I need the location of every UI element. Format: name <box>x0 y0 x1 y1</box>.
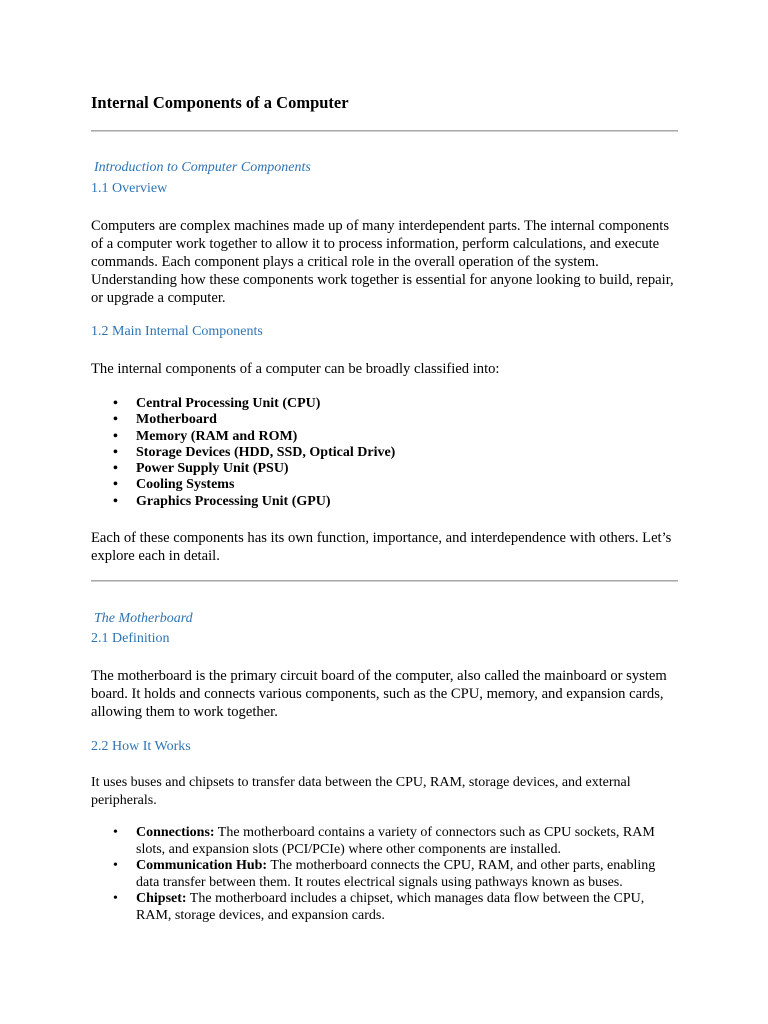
list-item: • Motherboard <box>113 412 217 428</box>
point-term: Chipset: <box>136 891 187 906</box>
paragraph-definition: The motherboard is the primary circuit board of the computer, also called the mainboard or system board. It holds and connects various components, such as the CPU, memory, and expansion cards, allowing them to work together. <box>91 668 667 720</box>
bullet-icon: • <box>113 858 118 873</box>
list-item <box>91 858 679 891</box>
section-label-introduction: Introduction to Computer Components <box>94 160 311 175</box>
point-text: The motherboard includes a chipset, which manages data flow between the CPU, RAM, storage devices, and expansion cards. <box>136 891 645 923</box>
bullet-icon: • <box>113 444 118 460</box>
horizontal-rule <box>91 130 678 132</box>
list-item: • Power Supply Unit (PSU) <box>113 461 289 477</box>
list-item: • Storage Devices (HDD, SSD, Optical Drive) <box>113 444 396 460</box>
bullet-icon: • <box>113 825 118 840</box>
list-item <box>91 825 679 858</box>
paragraph-how-it-works: It uses buses and chipsets to transfer data between the CPU, RAM, storage devices, and external peripherals. <box>91 775 631 808</box>
bullet-icon: • <box>113 891 118 906</box>
bullet-icon: • <box>113 493 118 509</box>
bullet-icon: • <box>113 477 118 493</box>
bullet-icon: • <box>113 412 118 428</box>
component-list <box>91 396 679 510</box>
bullet-icon: • <box>113 428 118 444</box>
heading-how-it-works: 2.2 How It Works <box>91 739 191 754</box>
point-text: The motherboard contains a variety of connectors such as CPU sockets, RAM slots, and expansion slots (PCI/PCIe) where other components are installed. <box>136 825 655 857</box>
bullet-icon: • <box>113 396 118 411</box>
point-term: Communication Hub: <box>136 858 268 873</box>
list-item <box>91 891 679 924</box>
document-title: Internal Components of a Computer <box>91 93 349 112</box>
point-text: The motherboard connects the CPU, RAM, and other parts, enabling data transfer between them. It routes electrical signals using pathways known as buses. <box>136 858 656 890</box>
horizontal-rule <box>91 580 678 582</box>
list-item: • Memory (RAM and ROM) <box>113 428 298 444</box>
bullet-icon: • <box>113 461 118 477</box>
list-item: • Central Processing Unit (CPU) <box>113 396 321 411</box>
heading-main-components: 1.2 Main Internal Components <box>91 324 263 339</box>
heading-overview: 1.1 Overview <box>91 181 168 196</box>
list-item: • Cooling Systems <box>113 477 235 493</box>
section-label-motherboard: The Motherboard <box>94 611 193 626</box>
list-item: • Graphics Processing Unit (GPU) <box>113 493 331 509</box>
paragraph-explore: Each of these components has its own function, importance, and interdependence with others. Let’s explore each in detail. <box>91 530 672 564</box>
motherboard-points-list <box>91 825 679 924</box>
point-term: Connections: <box>136 825 215 840</box>
paragraph-overview: Computers are complex machines made up of many interdependent parts. The internal components of a computer work together to allow it to process information, perform calculations, and execute commands. Each component plays a critical role in the overall operation of the system. Understanding how these components work together is essential for anyone looking to build, repair, or upgrade a computer. <box>91 218 674 306</box>
paragraph-classified: The internal components of a computer can be broadly classified into: <box>91 361 500 377</box>
heading-definition: 2.1 Definition <box>91 631 170 646</box>
